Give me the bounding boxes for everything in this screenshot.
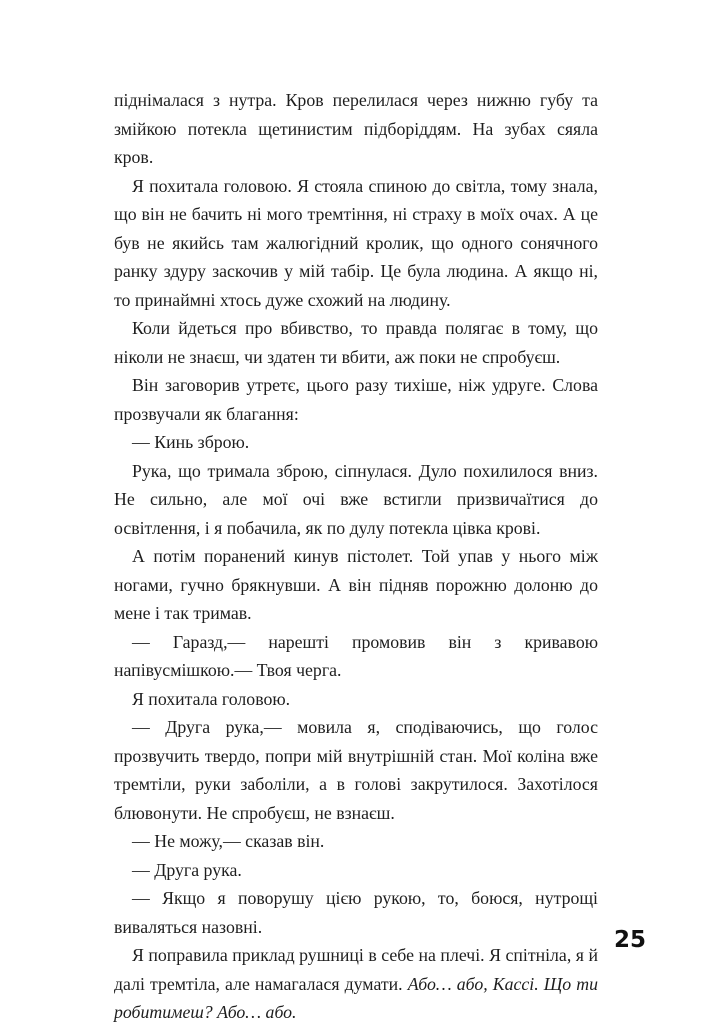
paragraph-5: Рука, що тримала зброю, сіпнулася. Дуло похилилося вниз. Не сильно, але мої очі вже встигли призвичаїтися до освітлення, і я побачила, як по дулу потекла цівка крові. [114, 460, 598, 538]
paragraph-3: Коли йдеться про вбивство, то правда полягає в тому, що ніколи не знаєш, чи здатен ти вбити, аж поки не спробуєш. [114, 318, 598, 367]
dialogue-line-3: — Друга рука,— мовила я, сподіваючись, що голос прозвучить твердо, попри мій внутрішній стан. Мої коліна вже тремтіли, руки заболіли, а в голові закрутилося. Захотілося блювонути. Не спробуєш, не взнаєш. [114, 717, 598, 823]
dialogue-line-1: — Кинь зброю. [132, 432, 250, 452]
paragraph-last-plain: Я поправила приклад рушниці в себе на плечі. Я спітніла, я й далі тремтіла, але намагалася думати. [114, 945, 598, 994]
paragraph-7: Я похитала головою. [132, 688, 291, 709]
paragraph-2: Я похитала головою. Я стояла спиною до світла, тому знала, що він не бачить ні мого тремтіння, ні страху в моїх очах. А це був не якийсь там жалюгідний кролик, що одного сонячного ранку здуру заскочив у мій табір. Це була людина. А якщо ні, то принаймні хтось дуже схожий на людину. [114, 175, 598, 310]
dialogue-line-4: — Не можу,— сказав він. [132, 831, 325, 851]
paragraph-last-italic: Або… або, Кассі. Що ти робитимеш? Або… або. [114, 973, 598, 1022]
paragraph-4: Він заговорив утретє, цього разу тихіше, ніж удруге. Слова прозвучали як благання: [114, 375, 598, 424]
paragraph-6: А потім поранений кинув пістолет. Той упав у нього між ногами, гучно брякнувши. А він підняв порожню долоню до мене і так тримав. [114, 546, 598, 623]
body-text [114, 86, 598, 1027]
dialogue-line-6: — Якщо я поворушу цією рукою, то, боюся, нутрощі вивaляться назовні. [114, 888, 598, 937]
paragraph-1: піднімалася з нутра. Кров перелилася через нижню губу та змійкою потекла щетинистим підборіддям. На зубах сяяла кров. [114, 90, 598, 167]
page-number: 25 [614, 927, 647, 953]
paragraph-last [114, 941, 598, 1027]
dialogue-line-5: — Друга рука. [132, 859, 242, 880]
dialogue-line-2: — Гаразд,— нарешті промовив він з кривавою напівусмішкою.— Твоя черга. [114, 631, 598, 680]
